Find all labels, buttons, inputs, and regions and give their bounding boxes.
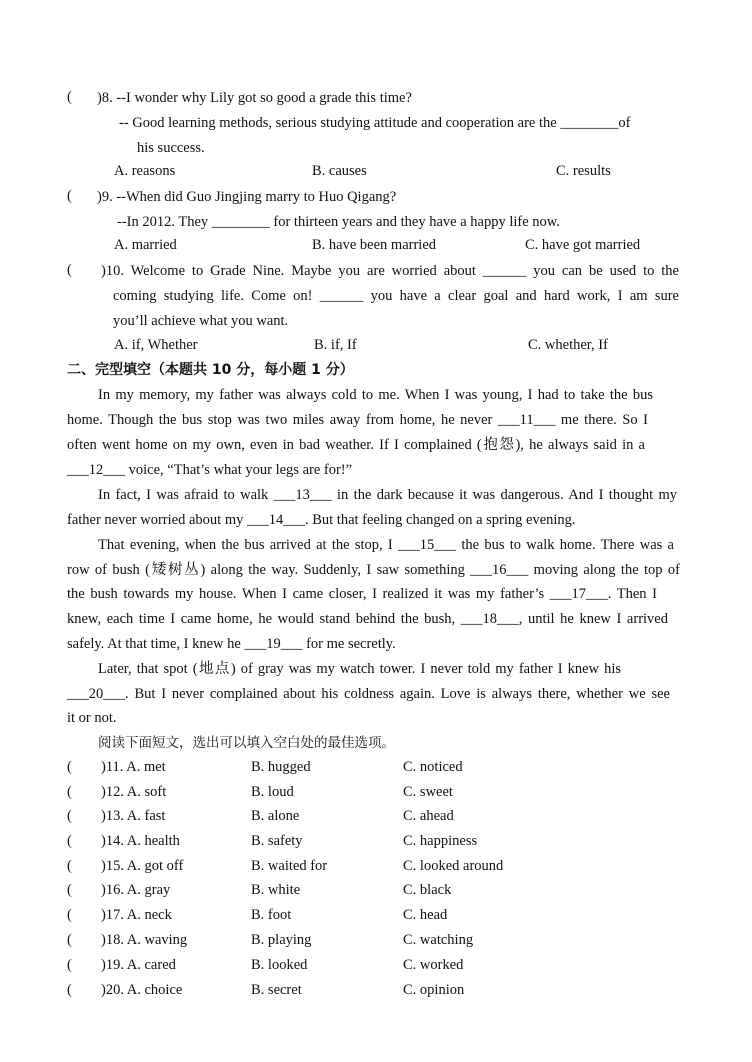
question-9-option-c: C. have got married [525,237,641,253]
question-9-text: )9. --When did Guo Jingjing marry to Huo Qigang? [97,189,397,205]
choice-17-option-c: C. head [403,907,448,923]
choice-11-option-b: B. hugged [251,759,311,775]
passage-line-6: father never worried about my ___14___. But that feeling changed on a spring evening. [67,512,576,528]
question-10-line-2: coming studying life. Come on! ______ you have a clear goal and hard work, I am sure [113,288,679,304]
choice-17-option-b: B. foot [251,907,292,923]
passage-line-3: often went home on my own, even in bad weather. If I complained (抱怨), he always said in a [67,437,645,453]
question-8-option-c: C. results [556,163,611,179]
passage-line-2: home. Though the bus stop was two miles away from home, he never ___11___ me there. So I [67,412,648,428]
choice-11-option-a: )11. A. met [101,759,166,775]
question-10-option-c: C. whether, If [528,337,608,353]
choice-14-option-b: B. safety [251,833,303,849]
choice-16-option-b: B. white [251,882,301,898]
choice-14-option-a: )14. A. health [101,833,180,849]
choice-13-option-a: )13. A. fast [101,808,166,824]
answer-paren-18: ( [67,932,72,948]
passage-line-14: it or not. [67,710,117,726]
passage-line-8: row of bush (矮树丛) along the way. Suddenly, I saw something ___16___ moving along the top of [67,562,680,578]
choice-15-option-c: C. looked around [403,858,504,874]
choice-18-option-a: )18. A. waving [101,932,188,948]
answer-paren-11: ( [67,759,72,775]
section-2-title: 二、完型填空（本题共 10 分，每小题 1 分） [67,362,354,378]
passage-line-9: the bush towards my house. When I came closer, I realized it was my father’s ___17___. Then I [67,586,657,602]
choice-20-option-a: )20. A. choice [101,982,183,998]
question-9-option-b: B. have been married [312,237,437,253]
choice-13-option-c: C. ahead [403,808,454,824]
question-8-answer-line-1: -- Good learning methods, serious studying attitude and cooperation are the ________of [119,115,631,131]
passage-line-13: ___20___. But I never complained about his coldness again. Love is always there, whether we see [67,686,670,702]
answer-paren-17: ( [67,907,72,923]
question-8-option-a: A. reasons [114,163,176,179]
answer-paren-10: ( [67,262,72,278]
question-10-line-3: you’ll achieve what you want. [113,313,289,329]
passage-line-4: ___12___ voice, “That’s what your legs are for!” [67,462,353,478]
answer-paren-12: ( [67,784,72,800]
question-10-option-b: B. if, If [314,337,357,353]
question-8-option-b: B. causes [312,163,367,179]
answer-paren-16: ( [67,882,72,898]
choice-12-option-c: C. sweet [403,784,453,800]
answer-paren-20: ( [67,982,72,998]
choice-19-option-b: B. looked [251,957,308,973]
choice-15-option-a: )15. A. got off [101,858,184,874]
question-10-option-a: A. if, Whether [114,337,198,353]
choice-12-option-b: B. loud [251,784,294,800]
choice-14-option-c: C. happiness [403,833,478,849]
answer-paren-8: ( [67,89,72,105]
answer-paren-15: ( [67,858,72,874]
choice-20-option-c: C. opinion [403,982,465,998]
question-8-text: )8. --I wonder why Lily got so good a grade this time? [97,90,412,106]
answer-paren-13: ( [67,808,72,824]
choice-18-option-c: C. watching [403,932,474,948]
choice-16-option-c: C. black [403,882,452,898]
choice-16-option-a: )16. A. gray [101,882,171,898]
choice-13-option-b: B. alone [251,808,300,824]
choice-19-option-c: C. worked [403,957,464,973]
choice-15-option-b: B. waited for [251,858,328,874]
choice-19-option-a: )19. A. cared [101,957,176,973]
passage-line-7: That evening, when the bus arrived at the stop, I ___15___ the bus to walk home. There was a [98,537,674,553]
question-8-answer-line-2: his success. [137,140,205,156]
question-9-option-a: A. married [114,237,177,253]
choice-17-option-a: )17. A. neck [101,907,172,923]
answer-paren-9: ( [67,188,72,204]
choice-18-option-b: B. playing [251,932,312,948]
choice-20-option-b: B. secret [251,982,302,998]
choice-12-option-a: )12. A. soft [101,784,167,800]
choice-11-option-c: C. noticed [403,759,463,775]
question-10-line-1: )10. Welcome to Grade Nine. Maybe you are worried about ______ you can be used to the [101,263,679,279]
passage-line-5: In fact, I was afraid to walk ___13___ in the dark because it was dangerous. And I thought my [98,487,677,503]
instruction-text: 阅读下面短文，选出可以填入空白处的最佳选项。 [98,735,395,751]
question-9-answer-line: --In 2012. They ________ for thirteen years and they have a happy life now. [117,214,560,230]
passage-line-10: knew, each time I came home, he would stand behind the bush, ___18___, until he knew I arrived [67,611,668,627]
answer-paren-19: ( [67,957,72,973]
passage-line-11: safely. At that time, I knew he ___19___ for me secretly. [67,636,396,652]
passage-line-1: In my memory, my father was always cold to me. When I was young, I had to take the bus [98,387,653,403]
passage-line-12: Later, that spot (地点) of gray was my watch tower. I never told my father I knew his [98,661,621,677]
answer-paren-14: ( [67,833,72,849]
